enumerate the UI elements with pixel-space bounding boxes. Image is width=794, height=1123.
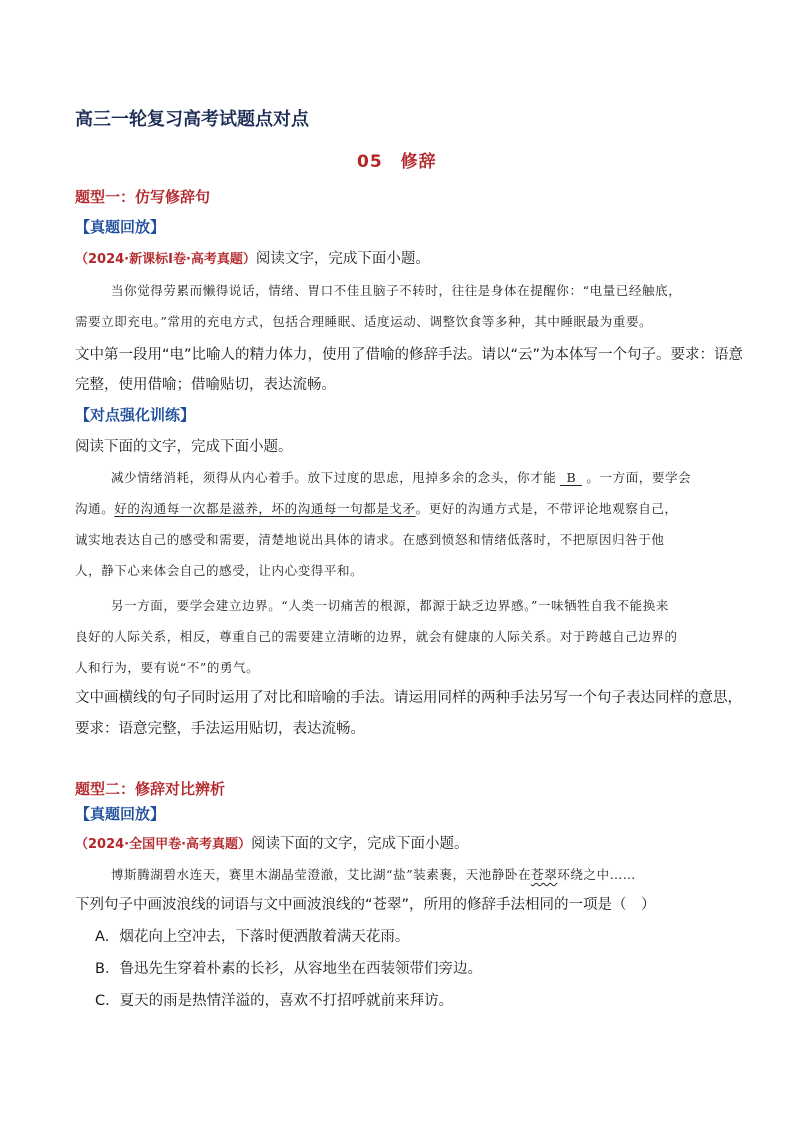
instruction-text: 阅读下面的文字，完成下面小题。 — [251, 836, 469, 852]
underlined-sentence: 好的沟通每一次都是滋养，坏的沟通每一句都是戈矛 — [114, 501, 416, 516]
question-line: 完整，使用借喻；借喻贴切，表达流畅。 — [75, 377, 336, 393]
passage-line — [111, 468, 691, 486]
tag-training: 【对点强化训练】 — [75, 406, 196, 424]
section-heading-part2: 题型二：修辞对比辨析 — [75, 780, 226, 798]
option-label: B． — [95, 961, 120, 977]
passage-text: 博斯腾湖碧水连天，赛里木湖晶莹澄澈，艾比湖“盐”装素裹，天池静卧在 — [111, 867, 532, 882]
passage-line: 良好的人际关系，相反，尊重自己的需要建立清晰的边界，就会有健康的人际关系。对于跨越自己边界的 — [75, 629, 678, 644]
wavy-underlined-word: 苍翠 — [531, 867, 558, 882]
passage-line: 诚实地表达自己的感受和需要，清楚地说出具体的请求。在感到愤怒和情绪低落时，不把原因归咎于他 — [75, 532, 665, 547]
instruction-text: 阅读文字，完成下面小题。 — [255, 251, 430, 267]
passage-text: 沟通。 — [75, 501, 115, 516]
option-label: C． — [95, 993, 120, 1009]
tag-real-question-part2: 【真题回放】 — [75, 805, 166, 823]
option-a — [95, 925, 409, 946]
tag-real-question-part1: 【真题回放】 — [75, 218, 166, 236]
passage-line: 人，静下心来体会自己的感受，让内心变得平和。 — [75, 563, 364, 578]
exam-source: （2024·新课标Ⅰ卷·高考真题） — [75, 252, 256, 267]
passage-text: 减少情绪消耗，须得从内心着手。放下过度的思虑，甩掉多余的念头，你才能 — [111, 470, 557, 485]
document-title: 高三一轮复习高考试题点对点 — [75, 109, 309, 130]
passage-line: 另一方面，要学会建立边界。“人类一切痛苦的根源，都源于缺乏边界感。”一味牺牲自我不能换来 — [111, 598, 669, 613]
passage-line — [75, 499, 678, 517]
source-line-part2 — [75, 832, 469, 853]
question-line: 下列句子中画波浪线的词语与文中画波浪线的“苍翠”，所用的修辞手法相同的一项是（ ） — [75, 897, 656, 913]
chapter-number: 05 — [357, 152, 383, 172]
option-b — [95, 957, 482, 978]
passage-line: 需要立即充电。”常用的充电方式，包括合理睡眠、适度运动、调整饮食等多种，其中睡眠最为重要。 — [75, 314, 653, 329]
passage-line: 人和行为，要有说“不”的勇气。 — [75, 660, 260, 675]
section-heading-part1: 题型一：仿写修辞句 — [75, 188, 211, 206]
question-line: 要求：语意完整，手法运用贴切，表达流畅。 — [75, 721, 365, 737]
option-text: 鲁迅先生穿着朴素的长衫，从容地坐在西装领带们旁边。 — [119, 961, 482, 977]
passage-line: 当你觉得劳累而懒得说话，情绪、胃口不佳且脑子不转时，往往是身体在提醒你：“电量已经触底， — [111, 283, 682, 298]
source-line-part1 — [75, 247, 430, 268]
exam-source: （2024·全国甲卷·高考真题） — [75, 837, 252, 852]
passage-line — [111, 865, 636, 883]
passage-text: 环绕之中…… — [557, 867, 636, 882]
option-text: 夏天的雨是热情洋溢的，喜欢不打招呼就前来拜访。 — [119, 993, 454, 1009]
chapter-name: 修辞 — [400, 152, 437, 172]
passage-text: 。更好的沟通方式是，不带评论地观察自己， — [415, 501, 678, 516]
question-line: 文中画横线的句子同时运用了对比和暗喻的手法。请运用同样的两种手法另写一个句子表达同样的意思， — [75, 690, 742, 706]
answer-blank: B — [560, 470, 582, 486]
chapter-heading — [357, 147, 437, 172]
option-text: 烟花向上空冲去，下落时便洒散着满天花雨。 — [119, 929, 410, 945]
option-label: A． — [95, 929, 120, 945]
question-line: 文中第一段用“电”比喻人的精力体力，使用了借喻的修辞手法。请以“云”为本体写一个句子。要求：语意 — [75, 347, 744, 363]
option-c — [95, 989, 453, 1010]
training-instruction: 阅读下面的文字，完成下面小题。 — [75, 439, 293, 455]
passage-text: 。一方面，要学会 — [586, 470, 692, 485]
